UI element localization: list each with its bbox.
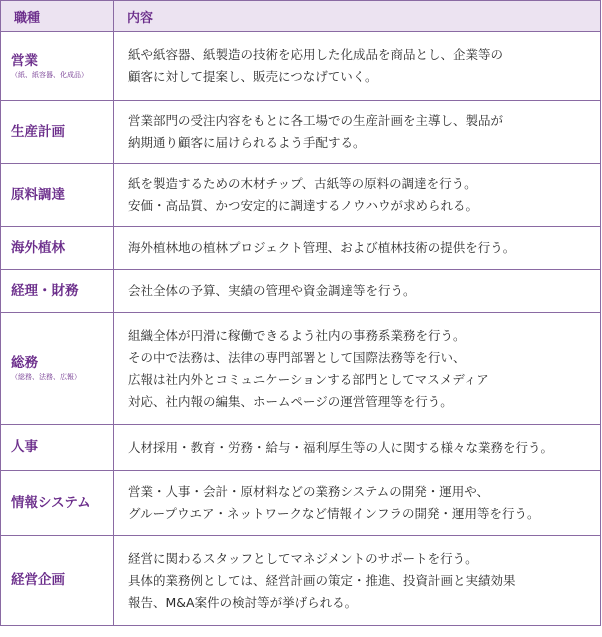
description-line: 組織全体が円滑に稼働できるよう社内の事務系業務を行う。 bbox=[128, 327, 466, 343]
job-category-cell bbox=[1, 425, 114, 471]
job-category-cell bbox=[1, 32, 114, 101]
job-description-cell bbox=[114, 313, 601, 425]
job-category-name: 原料調達 bbox=[11, 186, 65, 203]
description-line: その中で法務は、法律の専門部署として国際法務等を行い、 bbox=[128, 349, 466, 365]
description-line: 営業・人事・会計・原材料などの業務システムの開発・運用や、 bbox=[128, 484, 490, 499]
job-category-cell bbox=[1, 536, 114, 626]
job-category-cell bbox=[1, 164, 114, 227]
job-category-name: 情報システム bbox=[11, 494, 91, 511]
description-line: 紙や紙容器、紙製造の技術を応用した化成品を商品とし、企業等の bbox=[128, 47, 504, 62]
description-line: 紙を製造するための木材チップ、古紙等の原料の調達を行う。 bbox=[128, 176, 477, 191]
description-line: 安価・高品質、かつ安定的に調達するノウハウが求められる。 bbox=[128, 198, 479, 213]
job-description-cell bbox=[114, 270, 601, 313]
table-row bbox=[1, 101, 601, 164]
job-category-name: 総務 bbox=[11, 355, 38, 371]
table-row bbox=[1, 270, 601, 313]
job-category-subtitle: （紙、紙容器、化成品） bbox=[11, 70, 88, 79]
description-line: 経営に関わるスタッフとしてマネジメントのサポートを行う。 bbox=[128, 550, 478, 566]
description-line: 広報は社内外とコミュニケーションする部門としてマスメディア bbox=[128, 371, 489, 387]
job-description-cell bbox=[114, 471, 601, 536]
description-line: 対応、社内報の編集、ホームページの運営管理等を行う。 bbox=[128, 393, 453, 409]
description-line: 納期通り顧客に届けられるよう手配する。 bbox=[128, 135, 366, 150]
table-row bbox=[1, 536, 601, 626]
job-category-subtitle: （総務、法務、広報） bbox=[11, 373, 81, 381]
job-description-cell bbox=[114, 227, 601, 270]
job-category-cell bbox=[1, 101, 114, 164]
description-line: 報告、M&A案件の検討等が挙げられる。 bbox=[128, 594, 358, 610]
job-description-cell bbox=[114, 164, 601, 227]
description-line: 会社全体の予算、実績の管理や資金調達等を行う。 bbox=[128, 283, 416, 298]
job-category-cell bbox=[1, 227, 114, 270]
description-line: 海外植林地の植林プロジェクト管理、および植林技術の提供を行う。 bbox=[128, 240, 516, 255]
job-category-cell bbox=[1, 270, 114, 313]
job-category-cell bbox=[1, 471, 114, 536]
description-line: 具体的業務例としては、経営計画の策定・推進、投資計画と実績効果 bbox=[128, 572, 516, 588]
job-description-cell bbox=[114, 101, 601, 164]
job-category-name: 生産計画 bbox=[11, 123, 65, 140]
job-category-name: 経理・財務 bbox=[11, 282, 79, 299]
table-row bbox=[1, 425, 601, 471]
description-line: 人材採用・教育・労務・給与・福利厚生等の人に関する様々な業務を行う。 bbox=[128, 439, 554, 455]
header-job-type: 職種 bbox=[1, 1, 114, 32]
job-description-cell bbox=[114, 425, 601, 471]
job-category-name: 海外植林 bbox=[11, 239, 65, 256]
job-category-name: 経営企画 bbox=[11, 572, 65, 588]
table-row bbox=[1, 313, 601, 425]
table-row bbox=[1, 164, 601, 227]
table-row bbox=[1, 32, 601, 101]
table-header-row bbox=[1, 1, 601, 32]
job-category-name: 人事 bbox=[11, 439, 38, 455]
table-row bbox=[1, 227, 601, 270]
job-description-cell bbox=[114, 32, 601, 101]
job-category-name: 営業 bbox=[11, 52, 38, 69]
header-content: 内容 bbox=[114, 1, 601, 32]
table-row bbox=[1, 471, 601, 536]
description-line: 営業部門の受注内容をもとに各工場での生産計画を主導し、製品が bbox=[128, 113, 504, 128]
description-line: 顧客に対して提案し、販売につなげていく。 bbox=[128, 69, 378, 84]
job-category-cell bbox=[1, 313, 114, 425]
job-description-cell bbox=[114, 536, 601, 626]
description-line: グループウエア・ネットワークなど情報インフラの開発・運用等を行う。 bbox=[128, 506, 540, 521]
